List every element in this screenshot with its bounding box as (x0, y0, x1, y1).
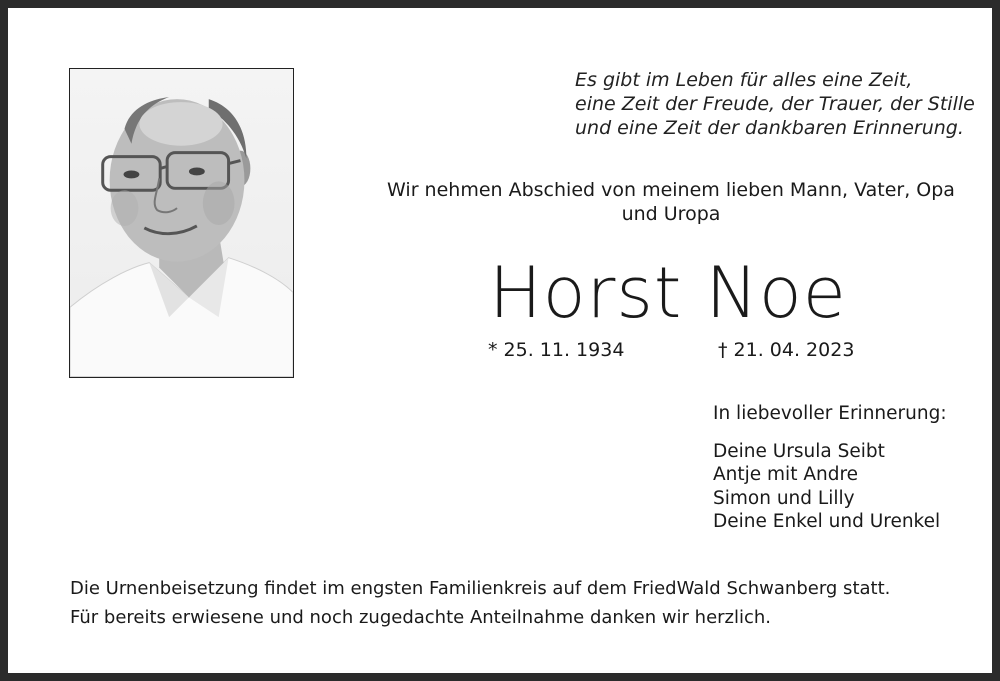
mourner-name: Simon und Lilly (713, 487, 855, 509)
mourner-name: Deine Ursula Seibt (713, 440, 885, 462)
footer-line: Für bereits erwiesene und noch zugedachte Anteilnahme danken wir herzlich. (70, 607, 772, 628)
mourners-block (713, 402, 947, 534)
quote-line: eine Zeit der Freude, der Trauer, der Stille (575, 93, 975, 115)
mourner-name: Deine Enkel und Urenkel (713, 511, 941, 532)
intro-line: und Uropa (621, 203, 721, 225)
birth-date: * 25. 11. 1934 (488, 339, 625, 361)
mourners-lead: In liebevoller Erinnerung: (713, 403, 947, 424)
deceased-name: Horst Noe (489, 252, 847, 334)
intro-line: Wir nehmen Abschied von meinem lieben Mann, Vater, Opa (387, 179, 955, 201)
death-date: † 21. 04. 2023 (718, 339, 855, 361)
quote-line: Es gibt im Leben für alles eine Zeit, (575, 69, 913, 91)
farewell-intro (386, 178, 956, 226)
quote-block (575, 68, 975, 140)
portrait-photo (69, 68, 294, 378)
quote-line: und eine Zeit der dankbaren Erinnerung. (575, 117, 964, 139)
mourner-name: Antje mit Andre (713, 464, 859, 485)
footer-notice (70, 574, 890, 632)
footer-line: Die Urnenbeisetzung findet im engsten Familienkreis auf dem FriedWald Schwanberg statt. (70, 578, 891, 599)
